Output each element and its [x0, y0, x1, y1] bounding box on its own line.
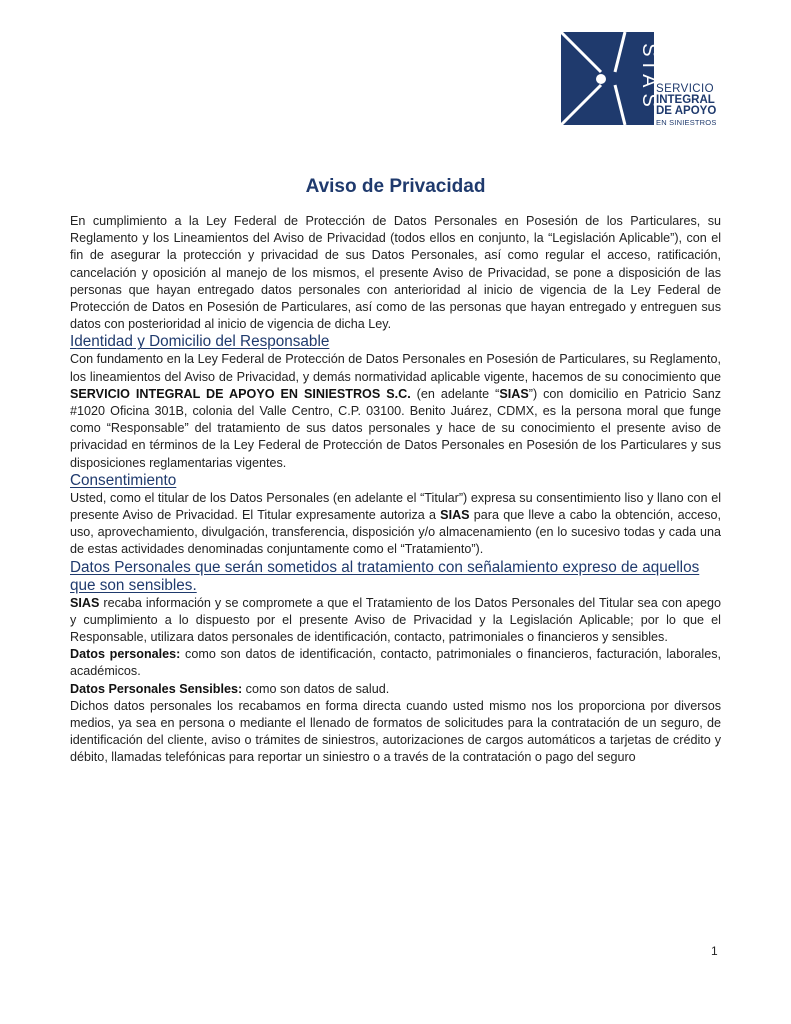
datos-text-1: recaba información y se compromete a que el Tratamiento de los Datos Personales del Titular sea con apego y cumplimiento a lo dispuesto por el presente Aviso de Privacidad y la Legislación Aplicable; por lo que el Responsable, utilizara datos personales de identificación, contacto, patrimoniales o financieros y sensibles. — [70, 595, 721, 645]
logo-wordmark — [656, 84, 717, 128]
sias-logo-mark-icon — [561, 32, 660, 125]
datos-paragraph-3 — [70, 681, 721, 698]
consentimiento-text-a: Usted, como el titular de los Datos Personales (en adelante el “Titular”) expresa su consentimiento liso y llano con el presente Aviso de Privacidad. El Titular expresamente autoriza a — [70, 490, 721, 523]
datos-text-2: como son datos de identificación, contacto, patrimoniales o financieros, facturación, laborales, académicos. — [70, 647, 721, 679]
datos-sensibles-label: Datos Personales Sensibles: — [70, 681, 243, 696]
page-number: 1 — [711, 944, 718, 958]
identidad-text-c: ”) con domicilio en Patricio Sanz #1020 Oficina 301B, colonia del Valle Centro, C.P. 03100. Benito Juárez, CDMX, es la persona moral que funge como “Responsable” del tratamiento de sus datos personales y hace de su conocimiento el presente aviso de privacidad en términos de la Ley Federal de Protección de Datos Personales en Posesión de los Particulares y sus disposiciones reglamentarias vigentes. — [70, 386, 721, 470]
datos-text-3: como son datos de salud. — [242, 681, 390, 696]
company-name: SERVICIO INTEGRAL DE APOYO EN SINIESTROS S.C. — [70, 386, 411, 401]
datos-paragraph-1 — [70, 595, 721, 647]
page-title: Aviso de Privacidad — [305, 176, 486, 197]
logo-letters: SIAS — [638, 43, 660, 113]
sias-name: SIAS — [70, 595, 100, 610]
identidad-text-b: (en adelante “ — [410, 386, 500, 401]
logo-line-1: SERVICIO — [656, 83, 714, 95]
section-heading-consentimiento: Consentimiento — [70, 471, 177, 489]
identidad-paragraph — [70, 351, 721, 471]
consentimiento-text-b: para que lleve a cabo la obtención, acceso, uso, aprovechamiento, divulgación, transferencia, disposición y/o almacenamiento (en lo sucesivo todas y cada una de estas actividades denominadas conjuntamente como el “Tratamiento”). — [70, 508, 721, 557]
datos-paragraph-2 — [70, 646, 721, 680]
sias-name: SIAS — [440, 508, 470, 523]
intro-paragraph: En cumplimiento a la Ley Federal de Protección de Datos Personales en Posesión de los Particulares, su Reglamento y los Lineamientos del Aviso de Privacidad (todos ellos en conjunto, la “Legislación Aplicable”), con el fin de asegurar la protección y privacidad de sus Datos Personales, así como regular el acceso, ratificación, cancelación y oposición al manejo de los mismos, el presente Aviso de Privacidad, se pone a disposición de las personas que hayan entregado datos personales con anterioridad al inicio de vigencia de la Ley Federal de Protección de Datos en Posesión de Particulares, así como de las personas que hayan entregado y entreguen sus datos con posterioridad al inicio de vigencia de dicha Ley. — [70, 214, 721, 332]
document-body — [70, 213, 721, 767]
logo-line-2: INTEGRAL — [656, 94, 715, 106]
datos-personales-label: Datos personales: — [70, 647, 181, 662]
sias-name: SIAS — [499, 386, 529, 401]
identidad-text-a: Con fundamento en la Ley Federal de Protección de Datos Personales en Posesión de Particulares, su Reglamento, los lineamientos del Aviso de Privacidad, y demás normatividad aplicable vigente, hacemos de su conocimiento que — [70, 352, 721, 384]
datos-paragraph-4: Dichos datos personales los recabamos en forma directa cuando usted mismo nos los proporciona por diversos medios, ya sea en persona o mediante el llenado de formatos de solicitudes para la contratación de un seguro, de identificación del cliente, aviso o trámites de siniestros, autorizaciones de cargos automáticos a tarjetas de crédito y débito, llamadas telefónicas para reportar un siniestro o a través de la contratación o pago del seguro — [70, 698, 721, 765]
section-heading-identidad: Identidad y Domicilio del Responsable — [70, 333, 330, 351]
consentimiento-paragraph — [70, 490, 721, 559]
section-heading-datos-personales: Datos Personales que serán sometidos al tratamiento con señalamiento expreso de aquellos que son sensibles. — [70, 558, 700, 594]
logo-line-4: EN SINIESTROS — [656, 118, 717, 127]
logo-line-3: DE APOYO — [656, 105, 717, 117]
sias-logo — [561, 32, 731, 128]
